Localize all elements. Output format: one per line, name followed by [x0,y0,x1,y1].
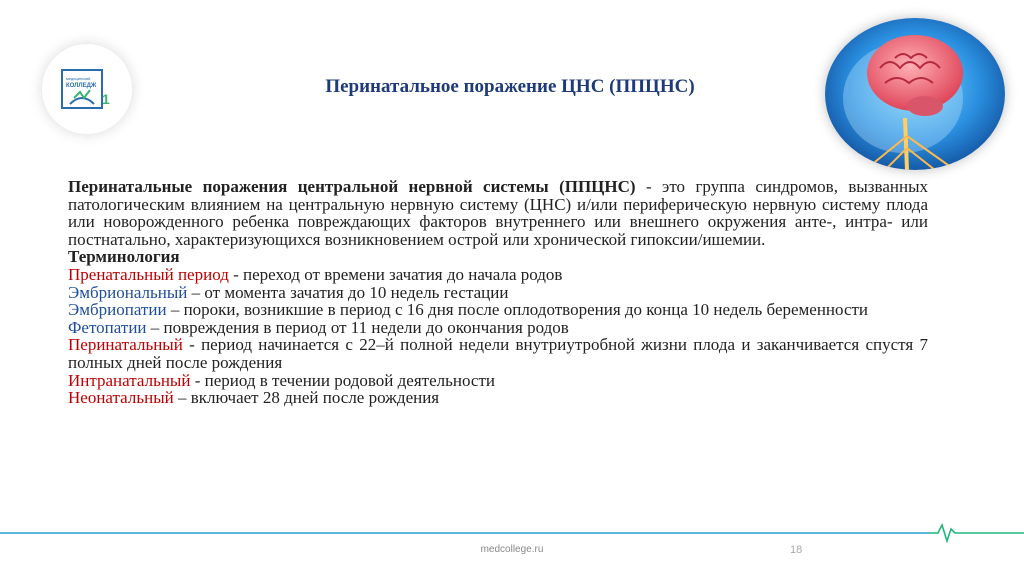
term-item [68,336,928,371]
intro-bold: Перинатальные поражения центральной нервной системы (ППЦНС) [68,177,636,196]
term-label: Перинатальный [68,335,183,355]
terminology-heading: Терминология [68,247,180,267]
intro-paragraph [68,178,928,248]
footer-site: medcollege.ru [480,544,544,555]
term-item [68,372,928,390]
term-label: Пренатальный период [68,264,229,284]
term-label: Интранатальный [68,370,191,390]
main-content [68,178,928,407]
page-number: 18 [790,544,803,556]
intro-rest: - это группа синдромов, вызванных патологическим влиянием на центральную нервную систему (ЦНС) и/или периферическую нервную систему плода или новорожденного ребенка повреждающих факторов внутреннего или внешнего окружения анте-, интра- или постнатально, характеризующихся возникновением острой или хронической гипоксии/ишемии. [68,177,928,249]
term-label: Эмбриональный [68,282,188,302]
term-definition: – пороки, возникшие в период с 16 дня после оплодотворения до конца 10 недель беременности [166,300,869,320]
college-logo-icon [60,64,116,116]
college-logo [42,44,132,134]
term-label: Фетопатии [68,317,147,337]
logo-small-text: медицинский [66,76,91,81]
logo-text: КОЛЛЕДЖ [66,83,97,89]
term-label: Неонатальный [68,388,174,408]
term-label: Эмбриопатии [68,300,167,320]
page-title: Перинатальное поражение ЦНС (ППЦНС) [325,76,695,97]
term-definition: – включает 28 дней после рождения [173,388,440,408]
logo-number: 1 [102,91,110,107]
term-item [68,266,928,284]
brain-illustration [825,18,1005,170]
pulse-divider [0,523,1024,543]
term-definition: – повреждения в период от 11 недели до окончания родов [146,317,569,337]
term-item [68,319,928,337]
term-definition: - период начинается с 22–й полной недели внутриутробной жизни плода и заканчивается спустя 7 полных дней после рождения [68,335,928,372]
term-definition: - период в течении родовой деятельности [190,370,495,390]
term-item [68,284,928,302]
term-definition: – от момента зачатия до 10 недель гестации [187,282,509,302]
term-item [68,389,928,407]
term-definition: - переход от времени зачатия до начала родов [228,264,563,284]
term-item [68,301,928,319]
